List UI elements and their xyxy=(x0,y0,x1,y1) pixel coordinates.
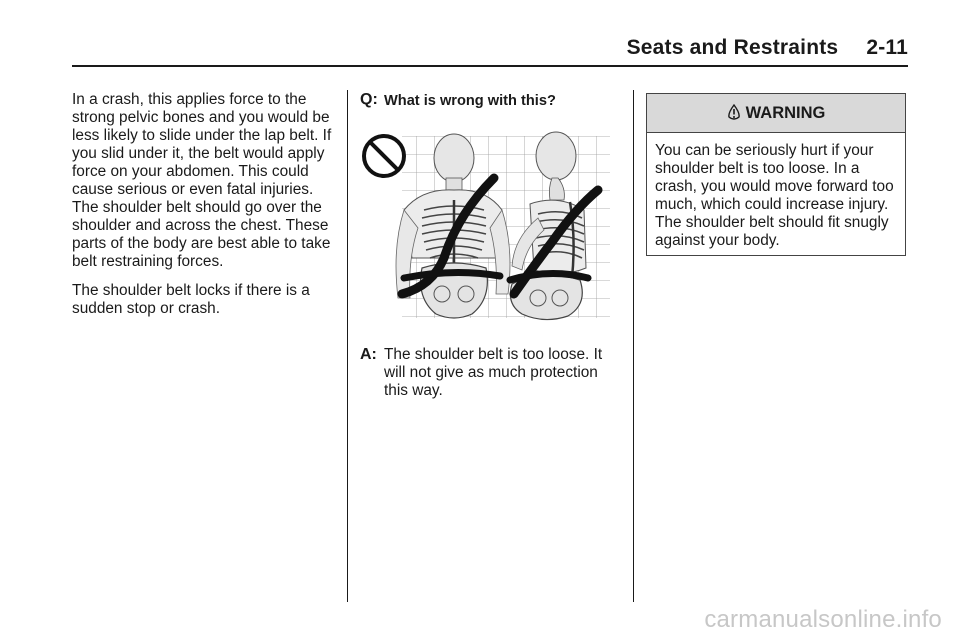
page-header xyxy=(627,36,908,60)
body-text-column xyxy=(72,91,334,329)
answer-text: The shoulder belt is too loose. It will not give as much protection this way. xyxy=(384,346,603,399)
question-row xyxy=(360,91,620,113)
paragraph: The shoulder belt locks if there is a sudden stop or crash. xyxy=(72,282,310,317)
loose-belt-illustration xyxy=(362,118,612,330)
answer-label: A: xyxy=(360,346,377,363)
paragraph: In a crash, this applies force to the strong pelvic bones and you would be less likely to slide under the lap belt. If you slid under it, the belt would apply force on your abdomen. This could cause serious or even fatal injuries. The shoulder belt should go over the shoulder and across the chest. These parts of the body are best able to take belt restraining forces. xyxy=(72,91,332,270)
column-divider-1 xyxy=(347,90,348,602)
header-rule xyxy=(72,65,908,67)
prohibited-icon xyxy=(364,136,404,176)
warning-text: You can be seriously hurt if your shoulder belt is too loose. In a crash, you would move forward too much, which could increase injury. The shoulder belt should fit snugly against your body. xyxy=(655,142,894,249)
answer-row xyxy=(360,346,620,406)
illustration-svg xyxy=(362,118,612,330)
question-text: What is wrong with this? xyxy=(384,93,556,109)
warning-title: WARNING xyxy=(745,103,826,122)
warning-header xyxy=(647,94,905,133)
warning-box xyxy=(646,93,906,256)
page-number: 2-11 xyxy=(866,36,908,59)
question-label: Q: xyxy=(360,91,378,108)
section-title: Seats and Restraints xyxy=(626,36,839,59)
column-divider-2 xyxy=(633,90,634,602)
warning-icon xyxy=(727,104,741,122)
watermark: carmanualsonline.info xyxy=(704,606,942,633)
